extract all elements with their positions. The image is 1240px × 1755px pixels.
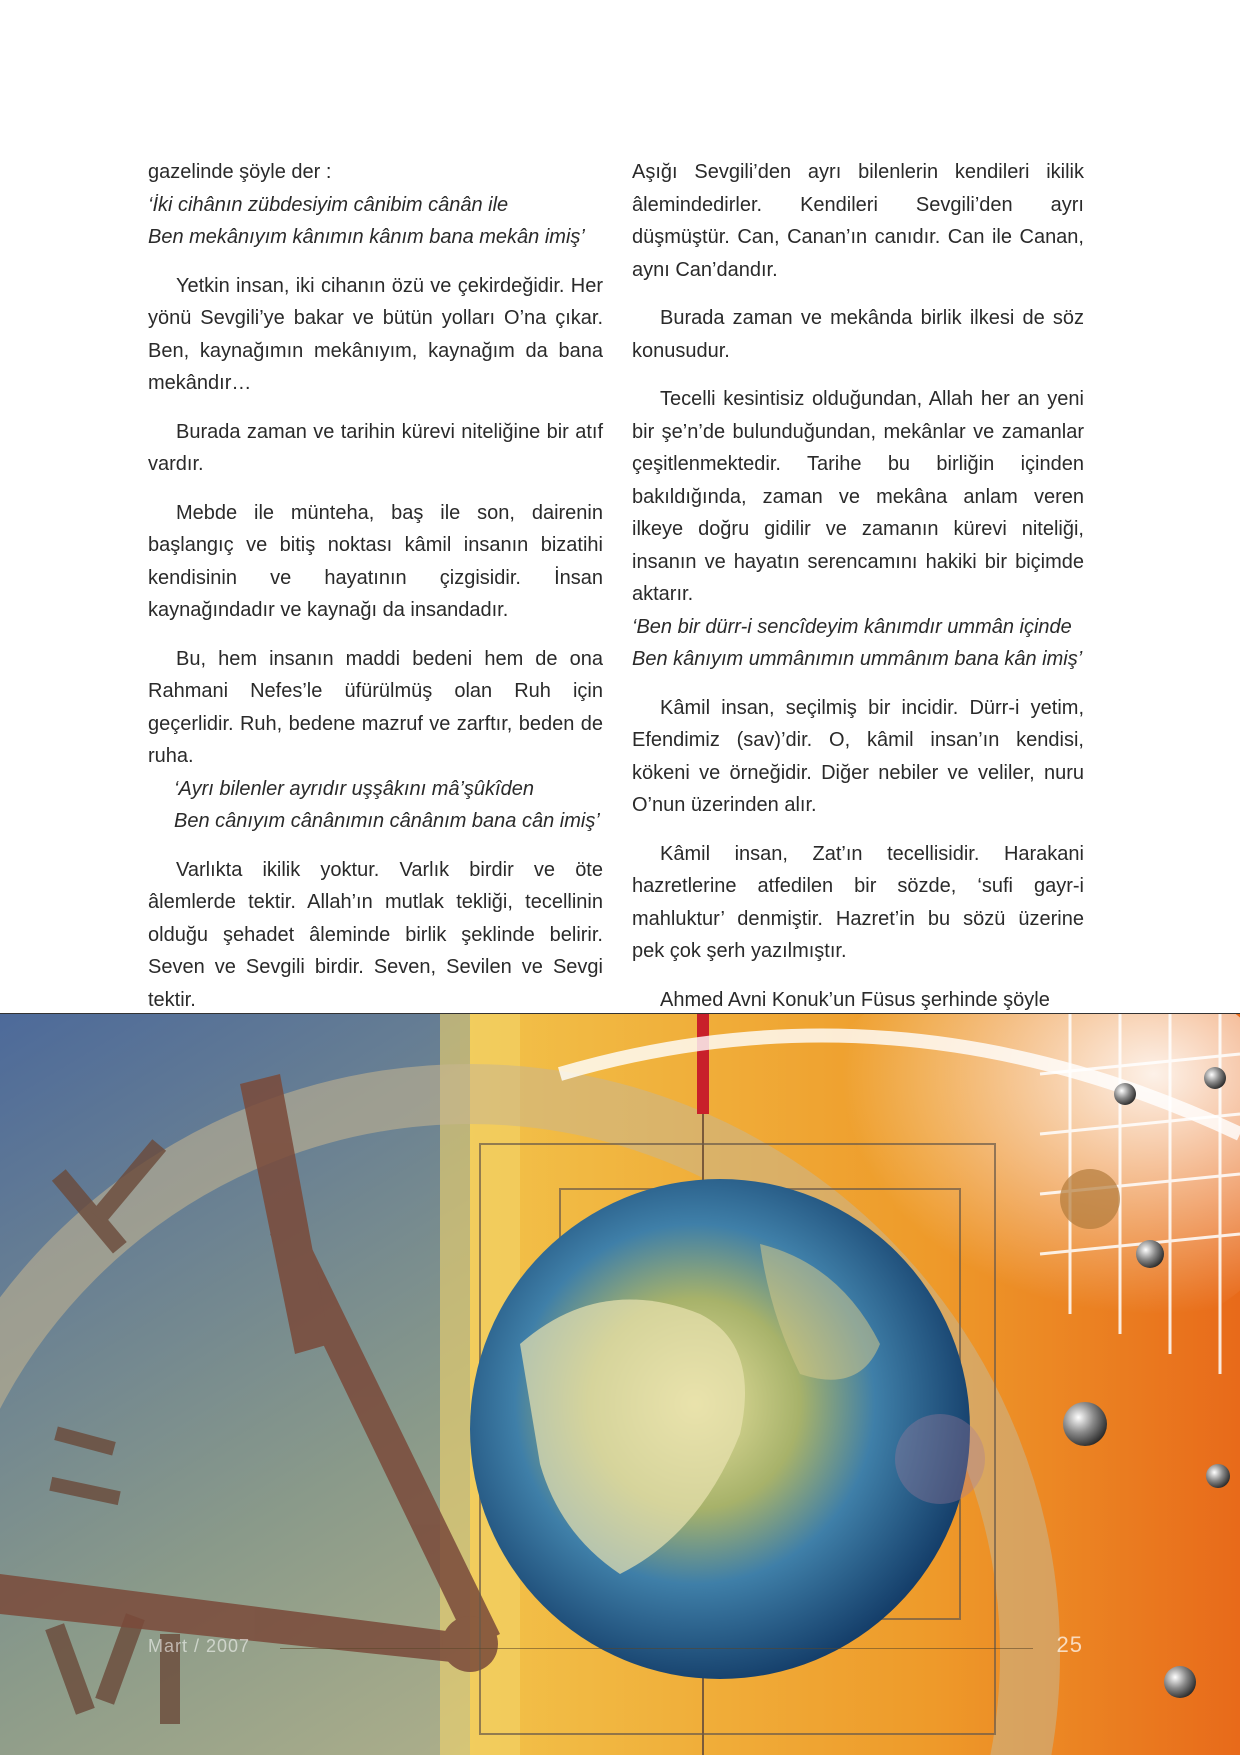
paragraph: Mebde ile münteha, baş ile son, dairenin başlangıç ve bitiş noktası kâmil insanın bizatihi kendisinin ve hayatının çizgisidir. İnsan kaynağındadır ve kaynağı da insandadır. <box>148 501 603 621</box>
verse-line: Ben cânıyım cânânımın cânânım bana cân imiş’ <box>174 810 600 832</box>
intro-line: gazelinde şöyle der : <box>148 161 332 183</box>
page-footer <box>148 1632 1083 1660</box>
paragraph: Kâmil insan, Zat’ın tecellisidir. Harakani hazretlerine atfedilen bir sözde, ‘sufi gayr-i mahluktur’ denmiştir. Hazret’in bu sözü üzerine pek çok şerh yazılmıştır. <box>632 842 1084 962</box>
paragraph: Burada zaman ve tarihin kürevi niteliğine bir atıf vardır. <box>148 420 603 475</box>
verse-line: ‘Ben bir dürr-i sencîdeyim kânımdır ummân içinde <box>632 615 1072 638</box>
paragraph: Tecelli kesintisiz olduğundan, Allah her an yeni bir şe’n’de bulunduğundan, mekânlar ve zamanlar çeşitlenmektedir. Tarihe bu birliğin içinden bakıldığında, zaman ve mekâna anlam veren ilkeye doğru gidilir ve zamanın kürevi niteliği, insanın ve hayatın serencamını hakiki bir biçimde aktarır. <box>632 388 1084 605</box>
issue-date: Mart / 2007 <box>148 1636 251 1656</box>
verse-line: ‘Ayrı bilenler ayrıdır uşşâkını mâ’şûkîden <box>174 777 534 800</box>
verse-line: ‘İki cihânın zübdesiyim cânibim cânân ile <box>148 193 509 216</box>
verse-line: Ben mekânıyım kânımın kânım bana mekân imiş’ <box>148 226 585 248</box>
paragraph: Yetkin insan, iki cihanın özü ve çekirdeğidir. Her yönü Sevgili’ye bakar ve bütün yolları O’na çıkar. Ben, kaynağımın mekânıyım, kaynağım da bana mekândır… <box>148 274 603 394</box>
red-hand <box>697 1014 709 1114</box>
paragraph: Kâmil insan, seçilmiş bir incidir. Dürr-i yetim, Efendimiz (sav)’dir. O, kâmil insan’ın kendisi, kökeni ve örneğidir. Diğer nebiler ve veliler, nuru O’nun üzerinden alır. <box>632 696 1084 816</box>
paragraph: Aşığı Sevgili’den ayrı bilenlerin kendileri ikilik âlemindedirler. Kendileri Sevgili’den ayrı düşmüştür. Can, Canan’ın canıdır. Can ile Canan, aynı Can’dandır. <box>632 161 1084 281</box>
footer-rule <box>280 1648 1033 1649</box>
right-text-column <box>632 156 1084 1032</box>
paragraph: Bu, hem insanın maddi bedeni hem de ona Rahmani Nefes’le üfürülmüş olan Ruh için geçerlidir. Ruh, bedene mazruf ve zarftır, beden de ruha. <box>148 647 603 767</box>
paragraph: Ahmed Avni Konuk’un Füsus şerhinde şöyle <box>660 988 1050 1011</box>
verse-line: Ben kânıyım ummânımın ummânım bana kân imiş’ <box>632 648 1083 670</box>
page-number: 25 <box>1056 1632 1083 1657</box>
paragraph: Burada zaman ve mekânda birlik ilkesi de söz konusudur. <box>632 307 1084 362</box>
left-text-column <box>148 156 603 1032</box>
paragraph: Varlıkta ikilik yoktur. Varlık birdir ve öte âlemlerde tektir. Allah’ın mutlak tekliği, tecellinin olduğu şehadet âleminde birlik şeklinde belirir. Seven ve Sevgili birdir. Seven, Sevilen ve Sevgi tektir. <box>148 858 603 1011</box>
